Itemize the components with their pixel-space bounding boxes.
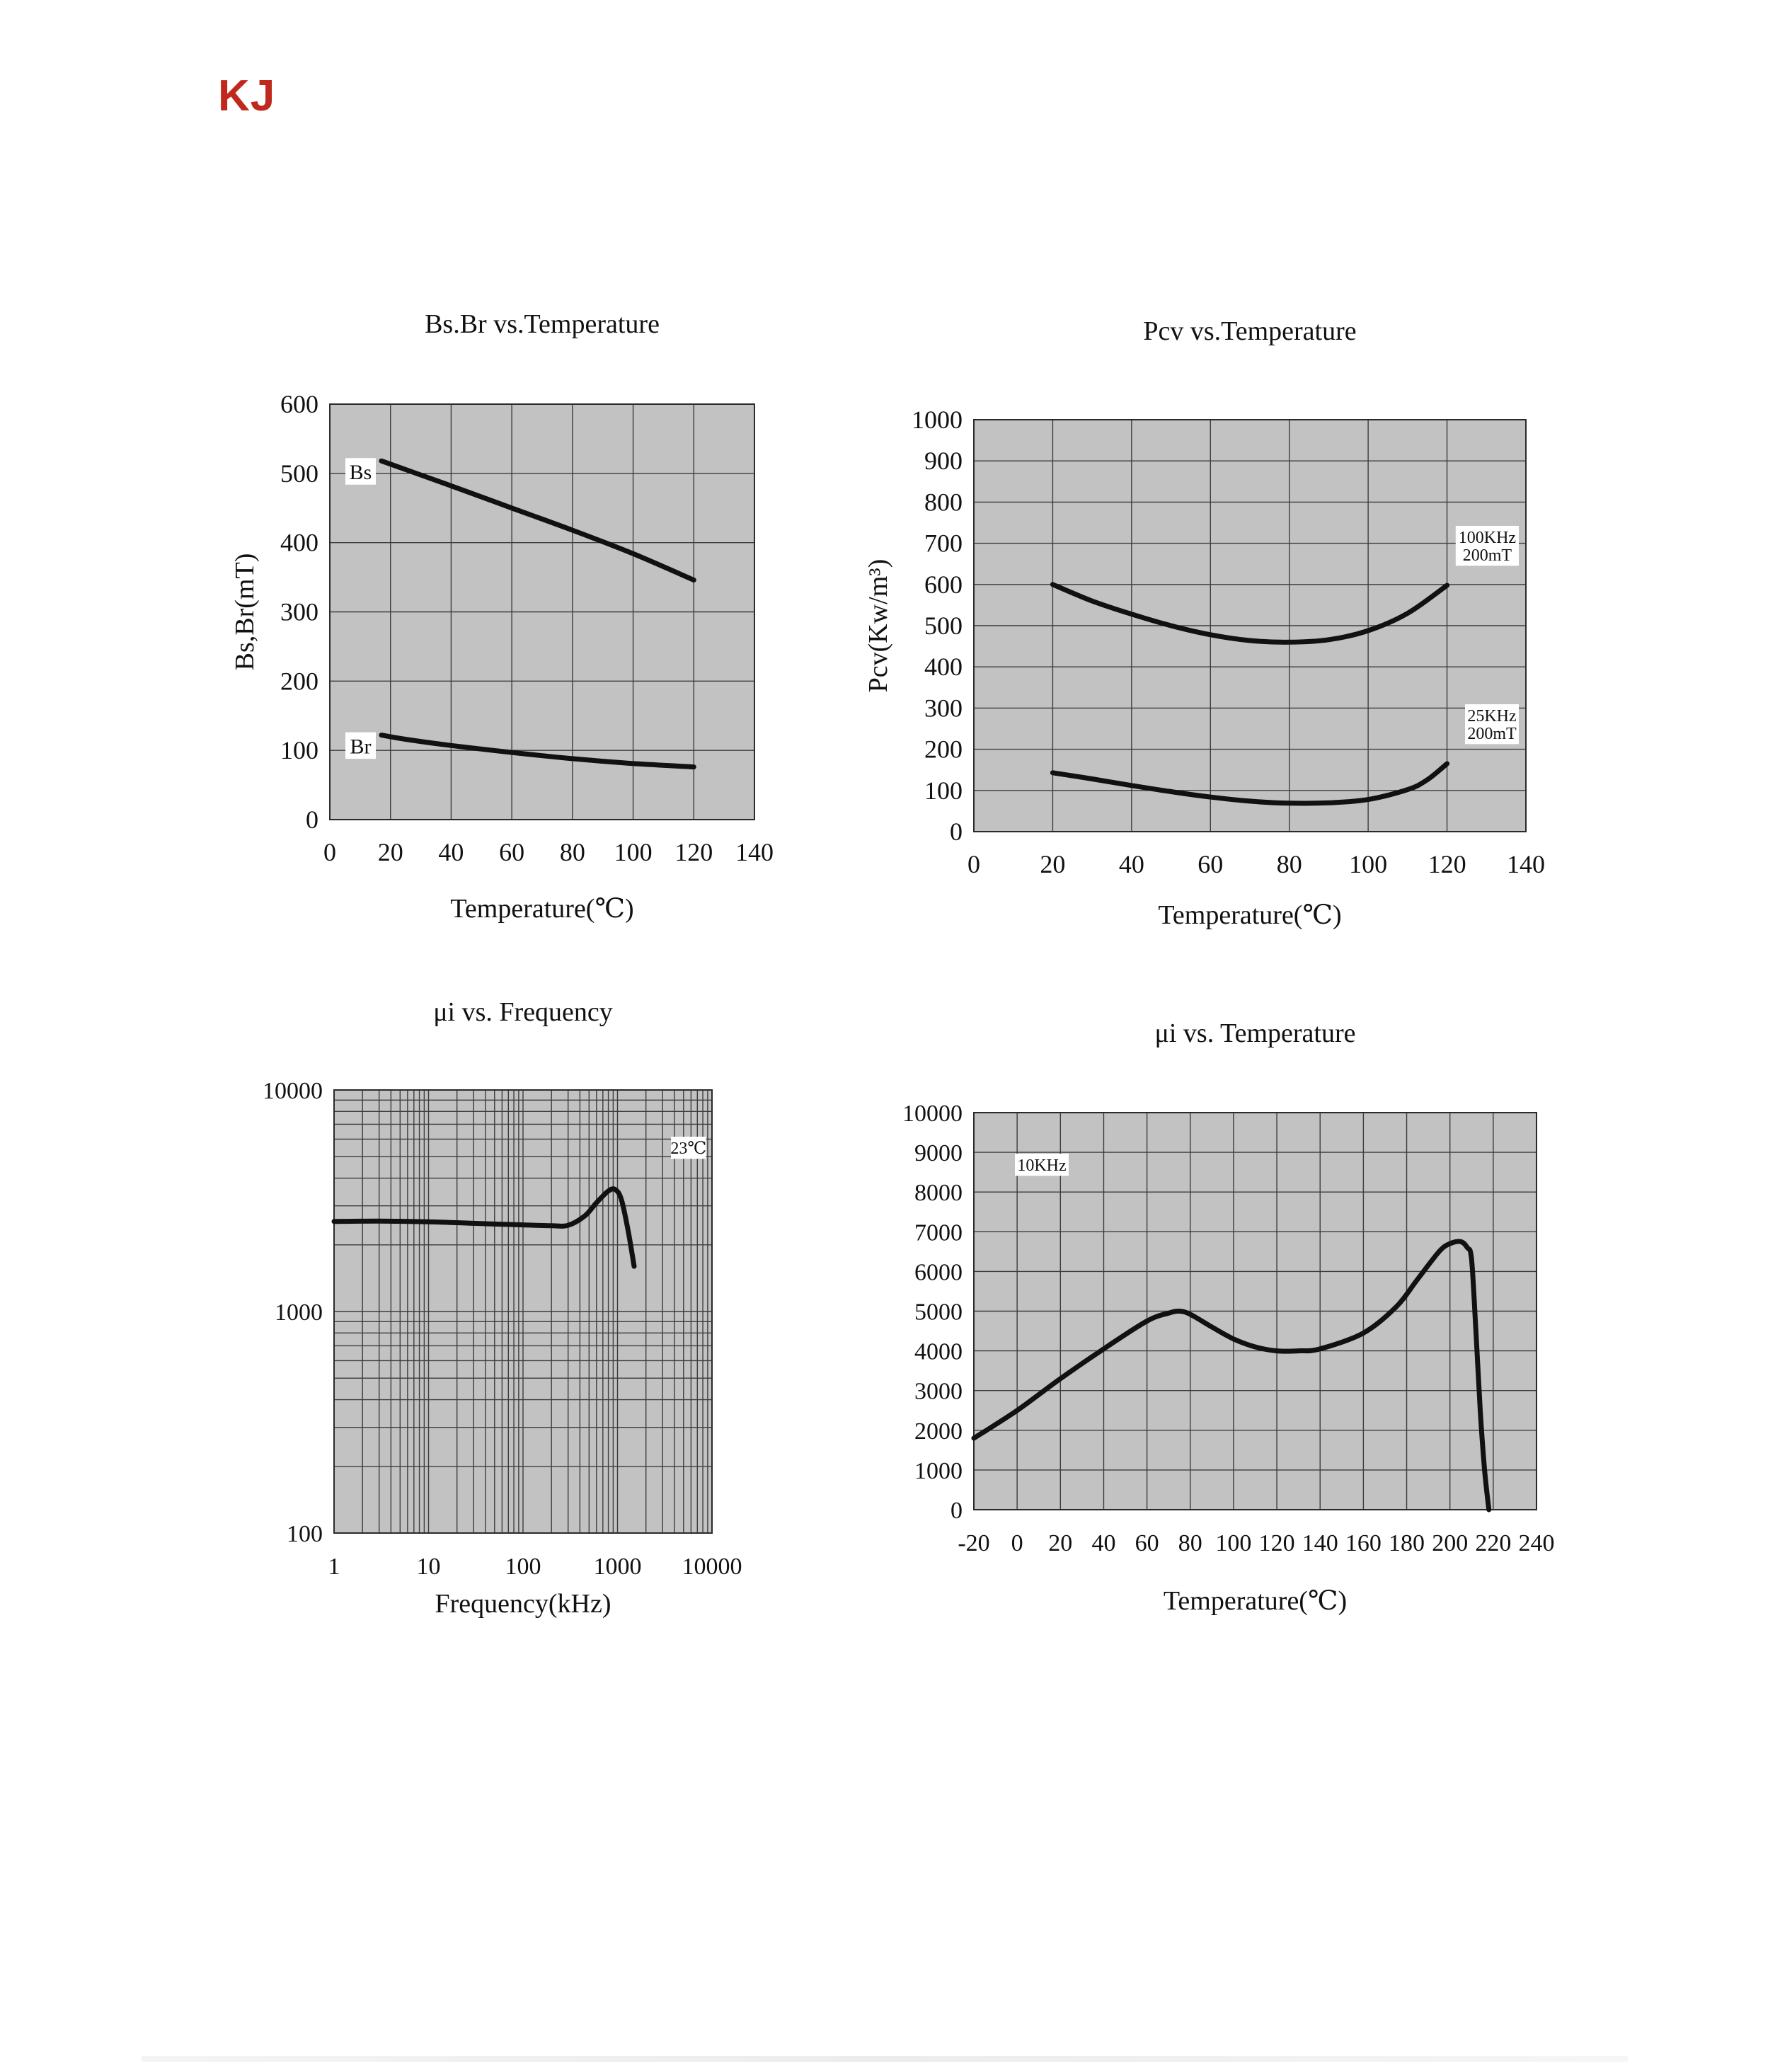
chart-2 — [863, 316, 1545, 930]
x-tick-label: 1 — [328, 1554, 340, 1580]
y-tick-label: 4000 — [914, 1338, 963, 1365]
x-tick-label: 100 — [614, 838, 653, 866]
chart-title: Bs.Br vs.Temperature — [425, 309, 660, 339]
x-tick-label: 120 — [674, 838, 713, 866]
x-tick-label: 40 — [1118, 850, 1144, 878]
x-tick-label: 60 — [1197, 850, 1224, 878]
x-tick-label: 80 — [1178, 1530, 1202, 1556]
y-tick-label: 800 — [924, 488, 963, 517]
y-tick-label: 0 — [950, 1498, 963, 1524]
company-logo: KJ — [218, 71, 276, 120]
y-tick-label: 900 — [924, 447, 963, 476]
chart-title: Pcv vs.Temperature — [1143, 316, 1357, 346]
temperature-annotation — [670, 1137, 706, 1159]
x-tick-label: 120 — [1428, 850, 1466, 878]
y-tick-label: 500 — [280, 459, 318, 488]
x-tick-label: 100 — [1215, 1530, 1252, 1556]
y-tick-label: 100 — [924, 776, 963, 805]
chart-title: μi vs. Temperature — [1154, 1018, 1356, 1048]
label-text: 25KHz — [1467, 706, 1517, 725]
x-tick-label: 180 — [1389, 1530, 1425, 1556]
label-text: Br — [350, 735, 372, 759]
x-tick-label: 100 — [505, 1554, 541, 1580]
series-label-1 — [1456, 526, 1519, 566]
label-text: 200mT — [1467, 725, 1517, 744]
y-tick-label: 1000 — [275, 1299, 323, 1326]
x-tick-label: 60 — [499, 838, 525, 866]
y-tick-label: 300 — [924, 694, 963, 723]
label-text: 100KHz — [1458, 528, 1517, 547]
x-tick-label: 20 — [1040, 850, 1066, 878]
x-tick-label: 140 — [1302, 1530, 1338, 1556]
x-axis-label: Frequency(kHz) — [435, 1589, 611, 1619]
x-axis-label: Temperature(℃) — [450, 894, 634, 924]
y-tick-label: 1000 — [914, 1457, 963, 1484]
y-tick-label: 8000 — [914, 1180, 963, 1207]
chart-3 — [263, 997, 742, 1619]
y-tick-label: 10000 — [902, 1101, 963, 1127]
y-axis-label: Bs,Br(mT) — [230, 553, 260, 671]
x-tick-label: 100 — [1349, 850, 1388, 878]
x-tick-label: 40 — [1091, 1530, 1116, 1556]
x-tick-label: 40 — [438, 838, 464, 866]
chart-4 — [902, 1018, 1555, 1616]
x-tick-label: 80 — [559, 838, 585, 866]
y-tick-label: 7000 — [914, 1219, 963, 1246]
x-tick-label: 20 — [377, 838, 403, 866]
series-label-br — [345, 733, 376, 759]
y-tick-label: 100 — [287, 1521, 323, 1547]
y-tick-label: 100 — [280, 736, 318, 765]
x-tick-label: 220 — [1475, 1530, 1512, 1556]
x-tick-label: 0 — [967, 850, 980, 878]
x-tick-label: 140 — [1507, 850, 1545, 878]
y-tick-label: 200 — [924, 735, 963, 764]
y-tick-label: 600 — [280, 390, 318, 418]
label-text: Bs — [349, 461, 372, 485]
label-text: 200mT — [1462, 546, 1512, 566]
x-tick-label: 160 — [1345, 1530, 1382, 1556]
label-text: 23℃ — [670, 1140, 707, 1158]
x-tick-label: 0 — [1011, 1530, 1023, 1556]
x-axis-label: Temperature(℃) — [1158, 900, 1342, 930]
grid — [334, 1090, 712, 1533]
series-label-bs — [345, 458, 376, 485]
x-tick-label: 1000 — [593, 1554, 642, 1580]
x-tick-label: 10 — [416, 1554, 441, 1580]
x-tick-label: 20 — [1048, 1530, 1073, 1556]
y-tick-label: 3000 — [914, 1378, 963, 1405]
y-tick-label: 9000 — [914, 1140, 963, 1167]
y-tick-label: 600 — [924, 570, 963, 599]
x-tick-label: 240 — [1518, 1530, 1555, 1556]
chart-title: μi vs. Frequency — [433, 997, 613, 1027]
x-tick-label: 200 — [1432, 1530, 1469, 1556]
x-tick-label: 60 — [1135, 1530, 1159, 1556]
x-tick-label: -20 — [958, 1530, 990, 1556]
y-tick-label: 200 — [280, 667, 318, 696]
label-text: 10KHz — [1017, 1157, 1067, 1175]
y-tick-label: 400 — [924, 653, 963, 682]
y-tick-label: 500 — [924, 612, 963, 640]
page-footer-strip — [142, 2056, 1628, 2062]
x-tick-label: 0 — [323, 838, 336, 866]
x-tick-label: 10000 — [682, 1554, 742, 1580]
y-tick-label: 300 — [280, 597, 318, 626]
frequency-annotation — [1015, 1154, 1069, 1176]
y-tick-label: 700 — [924, 529, 963, 558]
x-tick-label: 80 — [1276, 850, 1302, 878]
y-tick-label: 5000 — [914, 1299, 963, 1326]
y-tick-label: 400 — [280, 528, 318, 557]
chart-1 — [230, 309, 774, 924]
y-tick-label: 0 — [306, 805, 318, 834]
y-tick-label: 1000 — [912, 406, 963, 434]
series-label-2 — [1465, 704, 1519, 744]
x-tick-label: 120 — [1258, 1530, 1295, 1556]
y-tick-label: 2000 — [914, 1418, 963, 1445]
x-axis-label: Temperature(℃) — [1163, 1586, 1348, 1616]
x-tick-label: 140 — [735, 838, 774, 866]
y-tick-label: 0 — [950, 817, 963, 846]
y-tick-label: 10000 — [263, 1078, 323, 1104]
y-axis-label: Pcv(Kw/m³) — [863, 558, 893, 693]
y-tick-label: 6000 — [914, 1259, 963, 1286]
